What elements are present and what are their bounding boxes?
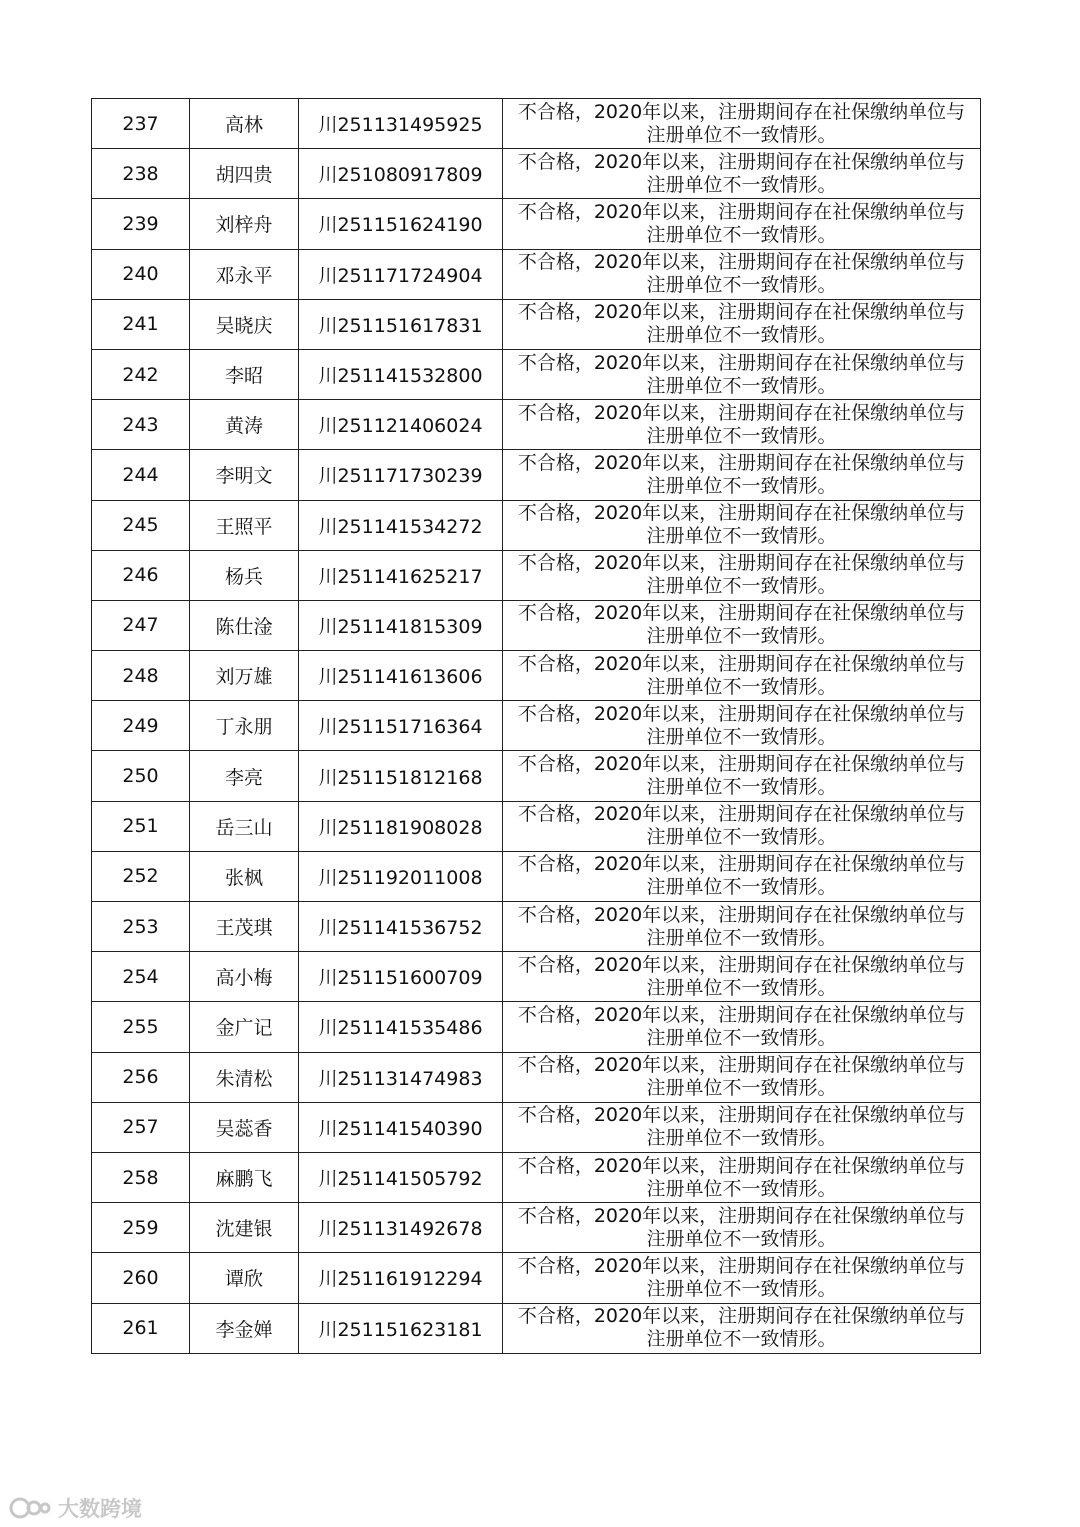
certificate-number: 川251121406024 [299,400,503,450]
row-number: 241 [92,299,190,349]
certificate-number: 川251151623181 [299,1303,503,1353]
certificate-number: 川251171724904 [299,249,503,299]
review-result-line: 注册单位不一致情形。 [646,474,837,497]
person-name: 邓永平 [190,249,299,299]
certificate-number: 川251131495925 [299,99,503,149]
review-result-line: 注册单位不一致情形。 [646,1277,837,1300]
certificate-number: 川251131474983 [299,1052,503,1102]
person-name: 陈仕淦 [190,600,299,650]
person-name: 李明文 [190,450,299,500]
review-result-line: 注册单位不一致情形。 [646,625,837,648]
person-name: 张枫 [190,851,299,901]
person-name: 谭欣 [190,1253,299,1303]
person-name: 高林 [190,99,299,149]
review-result-line: 不合格，2020年以来，注册期间存在社保缴纳单位与 [517,753,966,776]
certificate-number: 川251151716364 [299,701,503,751]
review-result [503,1253,981,1303]
certificate-number: 川251141534272 [299,500,503,550]
review-result-line: 注册单位不一致情形。 [646,826,837,849]
review-result [503,1052,981,1102]
review-result-line: 注册单位不一致情形。 [646,424,837,447]
review-result-line: 注册单位不一致情形。 [646,274,837,297]
review-result-line: 不合格，2020年以来，注册期间存在社保缴纳单位与 [517,702,966,725]
row-number: 249 [92,701,190,751]
row-number: 259 [92,1203,190,1253]
review-result-line: 不合格，2020年以来，注册期间存在社保缴纳单位与 [517,150,966,173]
review-result-line: 注册单位不一致情形。 [646,173,837,196]
table-row [92,349,981,399]
certificate-number: 川251131492678 [299,1203,503,1253]
table-row [92,99,981,149]
review-result-line: 不合格，2020年以来，注册期间存在社保缴纳单位与 [517,1305,966,1328]
review-result [503,550,981,600]
review-result [503,450,981,500]
table-row [92,1002,981,1052]
person-name: 刘梓舟 [190,199,299,249]
row-number: 243 [92,400,190,450]
certificate-number: 川251151617831 [299,299,503,349]
person-name: 李昭 [190,349,299,399]
person-name: 沈建银 [190,1203,299,1253]
review-result-line: 注册单位不一致情形。 [646,675,837,698]
certificate-number: 川251192011008 [299,851,503,901]
table-row [92,952,981,1002]
review-result-line: 不合格，2020年以来，注册期间存在社保缴纳单位与 [517,401,966,424]
review-result-line: 不合格，2020年以来，注册期间存在社保缴纳单位与 [517,1254,966,1277]
review-result [503,500,981,550]
review-result [503,349,981,399]
table-row [92,299,981,349]
review-result [503,149,981,199]
row-number: 238 [92,149,190,199]
review-result [503,952,981,1002]
row-number: 256 [92,1052,190,1102]
review-result [503,1303,981,1353]
certificate-number: 川251141540390 [299,1102,503,1152]
review-result-line: 不合格，2020年以来，注册期间存在社保缴纳单位与 [517,502,966,525]
review-result-line: 不合格，2020年以来，注册期间存在社保缴纳单位与 [517,251,966,274]
certificate-number: 川251151600709 [299,952,503,1002]
person-name: 李亮 [190,751,299,801]
person-name: 王照平 [190,500,299,550]
row-number: 239 [92,199,190,249]
certificate-number: 川251141815309 [299,600,503,650]
person-name: 丁永朋 [190,701,299,751]
person-name: 金广记 [190,1002,299,1052]
review-result [503,99,981,149]
certificate-number: 川251161912294 [299,1253,503,1303]
review-result-line: 不合格，2020年以来，注册期间存在社保缴纳单位与 [517,1154,966,1177]
review-result [503,751,981,801]
review-result-line: 不合格，2020年以来，注册期间存在社保缴纳单位与 [517,1003,966,1026]
table-row [92,500,981,550]
row-number: 245 [92,500,190,550]
certificate-number: 川251151624190 [299,199,503,249]
person-name: 吴晓庆 [190,299,299,349]
review-result-line: 不合格，2020年以来，注册期间存在社保缴纳单位与 [517,100,966,123]
review-result-line: 注册单位不一致情形。 [646,374,837,397]
logo-icon [8,1495,52,1521]
row-number: 246 [92,550,190,600]
table-row [92,1303,981,1353]
table-row [92,751,981,801]
person-name: 李金婵 [190,1303,299,1353]
review-result-line: 注册单位不一致情形。 [646,575,837,598]
table-row [92,249,981,299]
row-number: 250 [92,751,190,801]
watermark [8,1493,142,1523]
table-row [92,400,981,450]
certificate-number: 川251151812168 [299,751,503,801]
review-result-line: 注册单位不一致情形。 [646,1077,837,1100]
review-result-line: 注册单位不一致情形。 [646,1127,837,1150]
row-number: 257 [92,1102,190,1152]
review-result-line: 不合格，2020年以来，注册期间存在社保缴纳单位与 [517,652,966,675]
review-result-line: 注册单位不一致情形。 [646,776,837,799]
review-result-line: 注册单位不一致情形。 [646,1328,837,1351]
review-result-line: 注册单位不一致情形。 [646,976,837,999]
review-result [503,600,981,650]
table-row [92,701,981,751]
review-result-line: 注册单位不一致情形。 [646,725,837,748]
review-result-line: 注册单位不一致情形。 [646,876,837,899]
row-number: 248 [92,651,190,701]
certificate-number: 川251141532800 [299,349,503,399]
table-row [92,1253,981,1303]
row-number: 242 [92,349,190,399]
review-result [503,902,981,952]
table-row [92,1052,981,1102]
review-result-line: 不合格，2020年以来，注册期间存在社保缴纳单位与 [517,903,966,926]
certificate-number: 川251141536752 [299,902,503,952]
review-result [503,851,981,901]
row-number: 255 [92,1002,190,1052]
person-name: 刘万雄 [190,651,299,701]
table-row [92,149,981,199]
table-row [92,801,981,851]
person-name: 黄涛 [190,400,299,450]
review-result [503,1102,981,1152]
row-number: 240 [92,249,190,299]
row-number: 237 [92,99,190,149]
review-result [503,701,981,751]
results-table-body [92,99,981,1354]
row-number: 253 [92,902,190,952]
review-result-line: 不合格，2020年以来，注册期间存在社保缴纳单位与 [517,351,966,374]
certificate-number: 川251080917809 [299,149,503,199]
review-result-line: 注册单位不一致情形。 [646,525,837,548]
table-row [92,651,981,701]
table-row [92,1152,981,1202]
review-result-line: 不合格，2020年以来，注册期间存在社保缴纳单位与 [517,803,966,826]
row-number: 261 [92,1303,190,1353]
results-table [91,98,981,1354]
table-row [92,450,981,500]
table-row [92,600,981,650]
review-result [503,400,981,450]
row-number: 260 [92,1253,190,1303]
person-name: 杨兵 [190,550,299,600]
review-result [503,1002,981,1052]
review-result [503,199,981,249]
review-result [503,299,981,349]
person-name: 高小梅 [190,952,299,1002]
row-number: 247 [92,600,190,650]
review-result-line: 不合格，2020年以来，注册期间存在社保缴纳单位与 [517,451,966,474]
review-result [503,801,981,851]
review-result-line: 注册单位不一致情形。 [646,223,837,246]
row-number: 251 [92,801,190,851]
certificate-number: 川251141613606 [299,651,503,701]
certificate-number: 川251181908028 [299,801,503,851]
row-number: 244 [92,450,190,500]
person-name: 胡四贵 [190,149,299,199]
certificate-number: 川251141535486 [299,1002,503,1052]
review-result-line: 不合格，2020年以来，注册期间存在社保缴纳单位与 [517,301,966,324]
person-name: 朱清松 [190,1052,299,1102]
review-result-line: 注册单位不一致情形。 [646,926,837,949]
review-result-line: 不合格，2020年以来，注册期间存在社保缴纳单位与 [517,953,966,976]
person-name: 岳三山 [190,801,299,851]
certificate-number: 川251141625217 [299,550,503,600]
table-row [92,902,981,952]
review-result-line: 不合格，2020年以来，注册期间存在社保缴纳单位与 [517,1054,966,1077]
watermark-text: 大数跨境 [58,1497,142,1521]
review-result [503,651,981,701]
certificate-number: 川251171730239 [299,450,503,500]
table-row [92,199,981,249]
row-number: 258 [92,1152,190,1202]
review-result-line: 注册单位不一致情形。 [646,1227,837,1250]
review-result-line: 不合格，2020年以来，注册期间存在社保缴纳单位与 [517,853,966,876]
review-result-line: 不合格，2020年以来，注册期间存在社保缴纳单位与 [517,1104,966,1127]
review-result-line: 不合格，2020年以来，注册期间存在社保缴纳单位与 [517,602,966,625]
person-name: 麻鹏飞 [190,1152,299,1202]
table-row [92,550,981,600]
table-row [92,851,981,901]
person-name: 吴蕊香 [190,1102,299,1152]
review-result [503,1152,981,1202]
row-number: 254 [92,952,190,1002]
review-result-line: 不合格，2020年以来，注册期间存在社保缴纳单位与 [517,200,966,223]
table-row [92,1203,981,1253]
review-result [503,1203,981,1253]
row-number: 252 [92,851,190,901]
person-name: 王茂琪 [190,902,299,952]
table-row [92,1102,981,1152]
review-result-line: 注册单位不一致情形。 [646,324,837,347]
review-result-line: 不合格，2020年以来，注册期间存在社保缴纳单位与 [517,1204,966,1227]
review-result-line: 注册单位不一致情形。 [646,1026,837,1049]
review-result-line: 注册单位不一致情形。 [646,123,837,146]
review-result-line: 不合格，2020年以来，注册期间存在社保缴纳单位与 [517,552,966,575]
review-result [503,249,981,299]
review-result-line: 注册单位不一致情形。 [646,1177,837,1200]
certificate-number: 川251141505792 [299,1152,503,1202]
